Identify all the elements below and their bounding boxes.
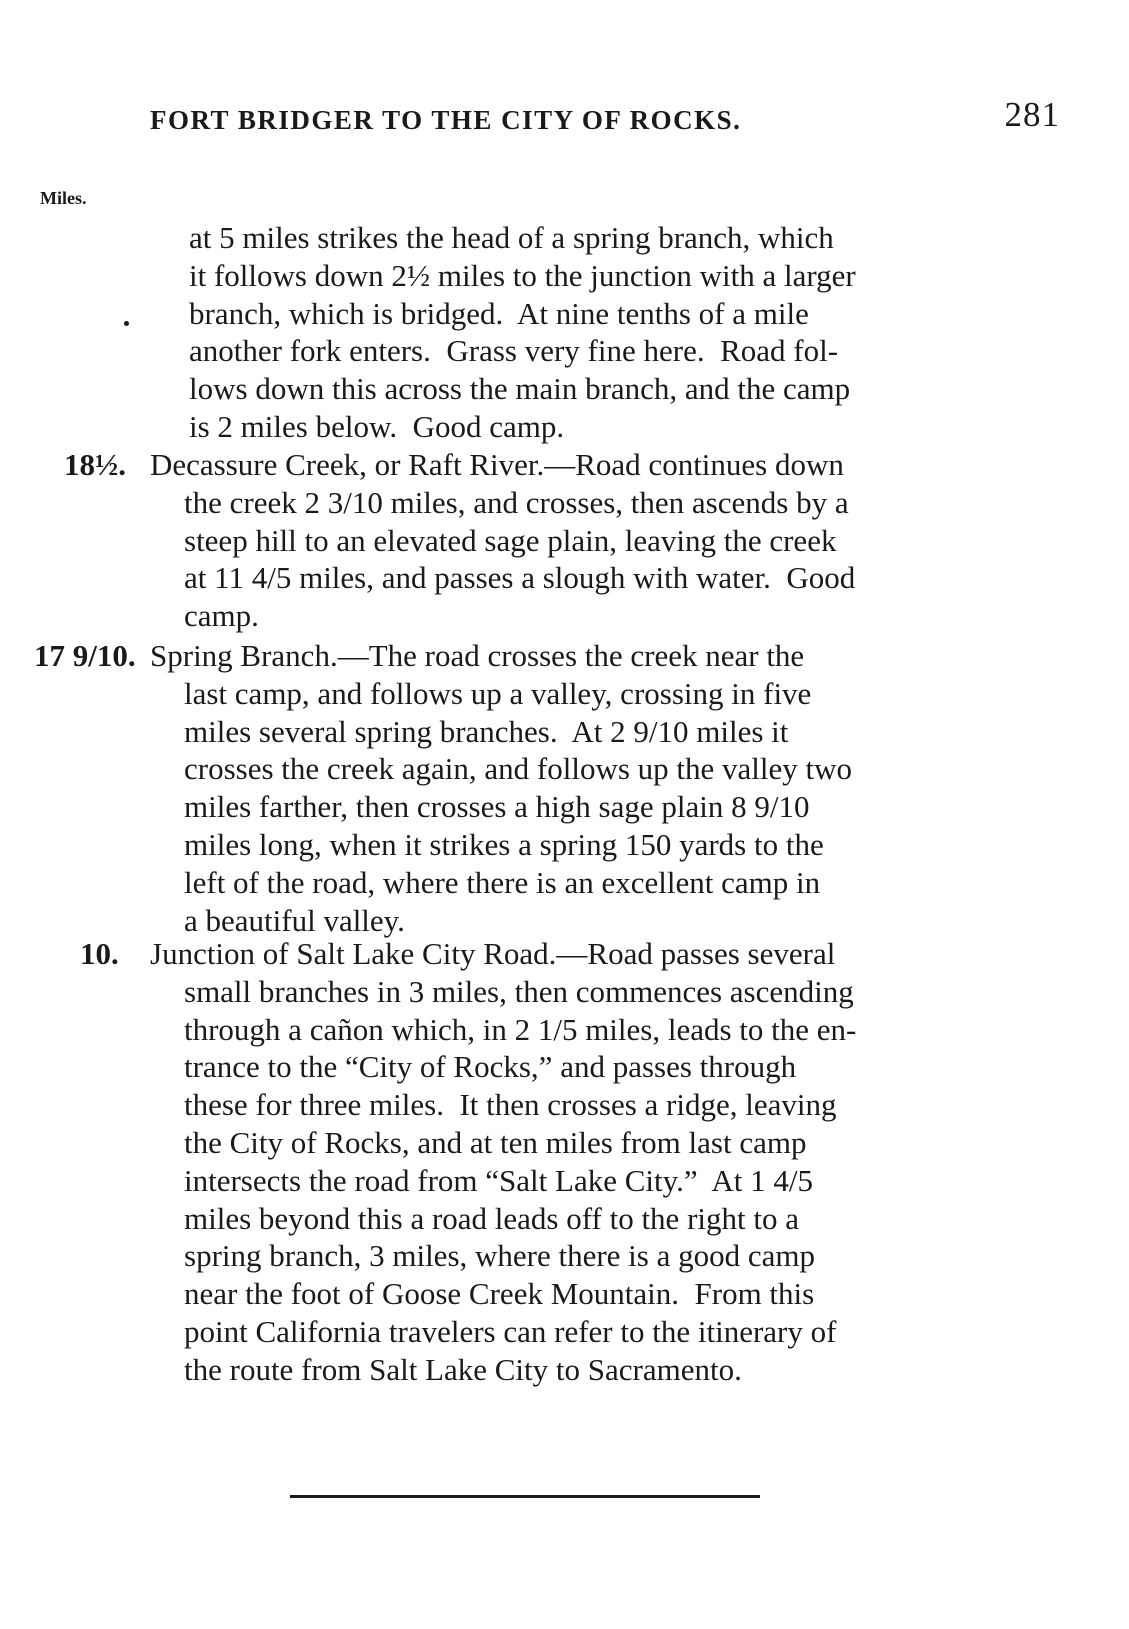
text-line: last camp, and follows up a valley, crossing in five: [184, 675, 812, 711]
text-line: spring branch, 3 miles, where there is a good camp: [184, 1238, 816, 1274]
text-line: miles several spring branches. At 2 9/10 miles it: [184, 713, 789, 749]
footer-rule: [290, 1495, 760, 1498]
text-line: Spring Branch.—The road crosses the creek near the: [150, 638, 805, 673]
text-line: these for three miles. It then crosses a ridge, leaving: [184, 1087, 837, 1123]
text-line: Decassure Creek, or Raft River.—Road continues down: [150, 447, 844, 482]
text-line: small branches in 3 miles, then commences ascending: [184, 973, 854, 1009]
text-line: miles beyond this a road leads off to the right to a: [184, 1200, 799, 1236]
text-line: the route from Salt Lake City to Sacramento.: [184, 1351, 742, 1387]
text-line: it follows down 2½ miles to the junction with a larger: [189, 257, 856, 293]
text-line: miles farther, then crosses a high sage plain 8 9/10: [184, 789, 810, 825]
text-line: trance to the “City of Rocks,” and passes through: [184, 1049, 797, 1085]
page-number: 281: [1004, 95, 1060, 134]
text-line: at 5 miles strikes the head of a spring branch, which: [189, 220, 834, 255]
text-line: crosses the creek again, and follows up the valley two: [184, 751, 853, 787]
text-line: Junction of Salt Lake City Road.—Road passes several: [150, 936, 836, 971]
text-line: point California travelers can refer to the itinerary of: [184, 1314, 837, 1349]
entry-miles: 18½.: [64, 447, 126, 482]
text-line: is 2 miles below. Good camp.: [189, 409, 565, 444]
text-line: at 11 4/5 miles, and passes a slough with water. Good: [184, 560, 856, 596]
entry-miles: 10.: [80, 936, 119, 971]
running-head: [150, 95, 1060, 139]
text-line: left of the road, where there is an excellent camp in: [184, 864, 821, 900]
text-line: branch, which is bridged. At nine tenths of a mile: [189, 295, 809, 331]
text-line: the creek 2 3/10 miles, and crosses, then ascends by a: [184, 484, 849, 520]
text-line: intersects the road from “Salt Lake City.” At 1 4/5: [184, 1162, 814, 1198]
entry-miles: 17 9/10.: [34, 638, 136, 673]
text-line: camp.: [184, 598, 259, 634]
margin-dot: [124, 321, 129, 326]
miles-column-label: Miles.: [40, 188, 87, 208]
text-line: near the foot of Goose Creek Mountain. From this: [184, 1276, 815, 1312]
text-line: another fork enters. Grass very fine here. Road fol-: [189, 333, 839, 369]
text-line: through a cañon which, in 2 1/5 miles, leads to the en-: [184, 1011, 857, 1047]
text-line: lows down this across the main branch, and the camp: [189, 371, 851, 407]
text-line: steep hill to an elevated sage plain, leaving the creek: [184, 522, 837, 558]
text-line: miles long, when it strikes a spring 150 yards to the: [184, 827, 824, 862]
text-line: the City of Rocks, and at ten miles from last camp: [184, 1125, 807, 1160]
running-title: FORT BRIDGER TO THE CITY OF ROCKS.: [150, 105, 742, 135]
text-line: a beautiful valley.: [184, 902, 405, 938]
